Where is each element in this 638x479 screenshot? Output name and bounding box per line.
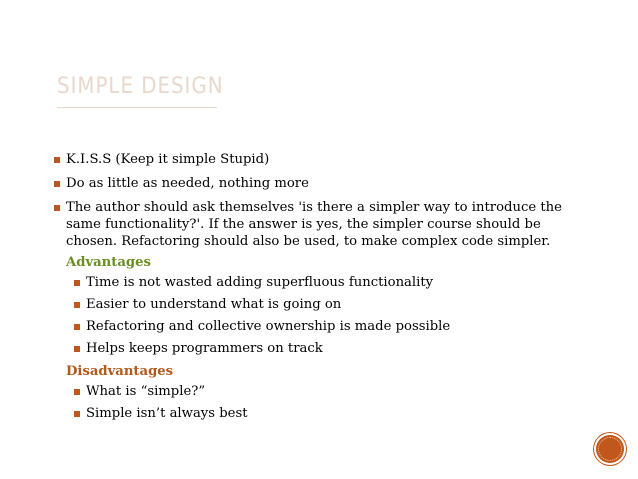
advantage-item: Easier to understand what is going on: [74, 296, 594, 313]
disadvantage-item: What is “simple?”: [74, 383, 594, 400]
advantage-item: Refactoring and collective ownership is made possible: [74, 318, 594, 335]
slide-title: SIMPLE DESIGN: [57, 74, 224, 99]
disadvantage-item: Simple isn’t always best: [74, 405, 594, 422]
advantage-item: Time is not wasted adding superfluous functionality: [74, 274, 594, 291]
bullet-item: K.I.S.S (Keep it simple Stupid): [54, 151, 594, 168]
circle-badge-dots-icon: [598, 437, 622, 461]
bullet-list: [54, 151, 594, 427]
title-underline: [57, 107, 217, 108]
advantage-item: Helps keeps programmers on track: [74, 340, 594, 357]
bullet-item: The author should ask themselves 'is there a simpler way to introduce the same functionality?'. If the answer is yes, the simpler course should be chosen. Refactoring should also be used, to make complex code simpler.: [54, 199, 594, 250]
disadvantages-heading: Disadvantages: [66, 364, 174, 379]
bullet-item: Do as little as needed, nothing more: [54, 175, 594, 192]
advantages-heading: Advantages: [66, 255, 151, 270]
